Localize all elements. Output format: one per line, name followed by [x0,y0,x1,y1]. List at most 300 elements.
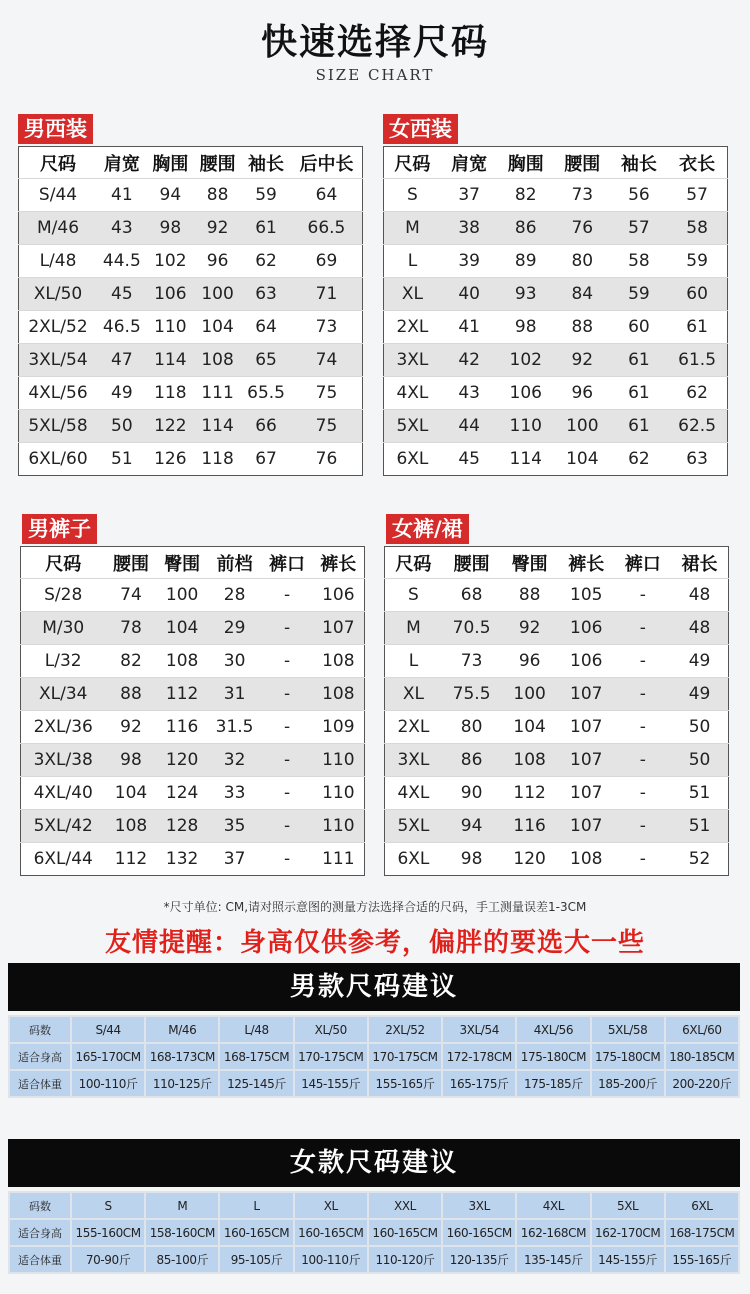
table-cell: 80 [554,245,611,278]
table-cell: 4XL/56 [517,1017,589,1042]
table-cell: M [146,1193,218,1218]
table-cell: 2XL/52 [19,311,98,344]
table-cell: 62 [667,377,727,410]
table-cell: 48 [671,579,728,612]
table-cell: 110 [313,744,365,777]
table-cell: S [72,1193,144,1218]
mens-recommend-table [8,1015,740,1098]
column-header: 裤长 [558,547,615,579]
table-cell: 62.5 [667,410,727,443]
table-cell: 64 [241,311,291,344]
table-cell: S [385,579,442,612]
table-cell: 104 [554,443,611,476]
table-row [384,443,728,476]
table-cell: 175-180CM [517,1044,589,1069]
table-cell: 185-200斤 [592,1071,664,1096]
table-row [384,179,728,212]
table-cell: XL/50 [19,278,98,311]
table-cell: 162-168CM [517,1220,589,1245]
table-cell: 2XL/36 [21,711,106,744]
table-cell: 5XL/42 [21,810,106,843]
table-row [10,1044,738,1069]
row-header: 适合体重 [10,1247,70,1272]
table-cell: 104 [194,311,241,344]
row-header: 适合体重 [10,1071,70,1096]
table-cell: 128 [157,810,208,843]
column-header: 腰围 [194,147,241,179]
table-cell: 3XL [443,1193,515,1218]
table-cell: - [261,843,312,876]
table-cell: - [261,744,312,777]
table-cell: 175-180CM [592,1044,664,1069]
table-cell: 76 [291,443,363,476]
column-header: 尺码 [19,147,98,179]
table-cell: 71 [291,278,363,311]
table-cell: 60 [667,278,727,311]
table-cell: 47 [97,344,147,377]
table-cell: 57 [667,179,727,212]
table-cell: 73 [291,311,363,344]
table-cell: 106 [147,278,194,311]
table-cell: 61.5 [667,344,727,377]
table-cell: 108 [313,678,365,711]
table-row [384,311,728,344]
table-cell: 200-220斤 [666,1071,738,1096]
table-cell: 93 [497,278,554,311]
table-cell: 74 [291,344,363,377]
table-cell: 94 [147,179,194,212]
table-cell: L/32 [21,645,106,678]
table-cell: 52 [671,843,728,876]
table-cell: 162-170CM [592,1220,664,1245]
mens-recommend-title: 男款尺码建议 [8,963,740,1011]
table-cell: - [615,711,672,744]
table-cell: 122 [147,410,194,443]
table-cell: 40 [441,278,498,311]
womens-pants-table [384,546,729,876]
table-row [385,777,729,810]
table-cell: 33 [208,777,262,810]
table-cell: 59 [241,179,291,212]
table-row [19,212,363,245]
table-row [21,843,365,876]
table-cell: - [615,645,672,678]
table-cell: 66 [241,410,291,443]
table-cell: - [261,678,312,711]
table-row [19,410,363,443]
table-cell: S/44 [72,1017,144,1042]
table-cell: 88 [194,179,241,212]
column-header: 腰围 [554,147,611,179]
table-cell: 75 [291,377,363,410]
column-header: 臀围 [157,547,208,579]
table-row [21,579,365,612]
table-cell: 70.5 [442,612,502,645]
table-cell: 100 [194,278,241,311]
table-cell: 58 [611,245,668,278]
table-cell: S/28 [21,579,106,612]
table-cell: 89 [497,245,554,278]
table-cell: 2XL [384,311,441,344]
table-cell: 82 [105,645,156,678]
table-cell: 49 [97,377,147,410]
table-cell: 98 [497,311,554,344]
table-cell: 104 [105,777,156,810]
table-cell: 63 [241,278,291,311]
table-cell: 3XL [385,744,442,777]
table-cell: 88 [501,579,558,612]
table-cell: 100 [554,410,611,443]
column-header: 尺码 [384,147,441,179]
table-cell: 109 [313,711,365,744]
table-row [21,810,365,843]
table-cell: 120 [501,843,558,876]
womens-suit-tag: 女西装 [383,114,458,144]
table-row [384,278,728,311]
table-cell: 92 [554,344,611,377]
table-cell: 4XL [384,377,441,410]
table-cell: 67 [241,443,291,476]
table-cell: 6XL [666,1193,738,1218]
table-cell: 98 [147,212,194,245]
column-header: 后中长 [291,147,363,179]
table-cell: 59 [667,245,727,278]
table-cell: 108 [194,344,241,377]
table-cell: 61 [241,212,291,245]
table-cell: 88 [105,678,156,711]
table-cell: 86 [442,744,502,777]
table-cell: 35 [208,810,262,843]
table-cell: 60 [611,311,668,344]
table-cell: 155-165斤 [666,1247,738,1272]
table-cell: 73 [442,645,502,678]
table-cell: 85-100斤 [146,1247,218,1272]
table-cell: 104 [501,711,558,744]
table-cell: 100-110斤 [295,1247,367,1272]
table-cell: 111 [313,843,365,876]
column-header: 前档 [208,547,262,579]
table-cell: - [615,810,672,843]
table-cell: 94 [442,810,502,843]
table-cell: 118 [147,377,194,410]
column-header: 腰围 [442,547,502,579]
friendly-reminder: 友情提醒：身高仅供参考，偏胖的要选大一些 [104,928,645,958]
table-cell: 49 [671,645,728,678]
table-row [19,245,363,278]
table-cell: 155-165斤 [369,1071,441,1096]
table-cell: 3XL/54 [19,344,98,377]
table-cell: 82 [497,179,554,212]
table-cell: L [220,1193,292,1218]
table-cell: 116 [501,810,558,843]
table-cell: 95-105斤 [220,1247,292,1272]
table-cell: 45 [441,443,498,476]
table-row [19,179,363,212]
table-cell: 168-175CM [666,1220,738,1245]
table-cell: S/44 [19,179,98,212]
table-cell: 78 [105,612,156,645]
table-cell: 29 [208,612,262,645]
table-cell: 6XL [385,843,442,876]
table-cell: 50 [671,744,728,777]
table-row [10,1247,738,1272]
table-cell: 5XL [384,410,441,443]
table-cell: XXL [369,1193,441,1218]
table-cell: 59 [611,278,668,311]
mens-pants-tag: 男裤子 [22,514,97,544]
table-cell: 5XL/58 [19,410,98,443]
table-cell: 45 [97,278,147,311]
table-cell: 74 [105,579,156,612]
table-row [385,612,729,645]
table-row [384,212,728,245]
table-row [19,278,363,311]
table-row [384,344,728,377]
table-cell: 108 [558,843,615,876]
table-cell: 168-175CM [220,1044,292,1069]
table-row [385,678,729,711]
womens-recommend-table [8,1191,740,1274]
table-cell: 2XL/52 [369,1017,441,1042]
table-cell: 63 [667,443,727,476]
table-cell: 165-175斤 [443,1071,515,1096]
table-cell: 112 [105,843,156,876]
table-cell: 2XL [385,711,442,744]
table-cell: S [384,179,441,212]
table-cell: 41 [97,179,147,212]
table-row [19,344,363,377]
column-header: 裤长 [313,547,365,579]
table-cell: 125-145斤 [220,1071,292,1096]
table-row [385,810,729,843]
table-cell: - [261,612,312,645]
table-cell: 65.5 [241,377,291,410]
table-cell: 160-165CM [220,1220,292,1245]
table-cell: 42 [441,344,498,377]
table-cell: 110 [147,311,194,344]
measurement-note: *尺寸单位: CM,请对照示意图的测量方法选择合适的尺码，手工测量误差1-3CM [163,900,587,914]
table-cell: 56 [611,179,668,212]
table-cell: 111 [194,377,241,410]
column-header: 胸围 [147,147,194,179]
table-row [384,377,728,410]
table-cell: 170-175CM [369,1044,441,1069]
table-cell: - [615,612,672,645]
table-cell: - [261,645,312,678]
table-cell: 170-175CM [295,1044,367,1069]
table-cell: 108 [313,645,365,678]
table-cell: 4XL [385,777,442,810]
table-cell: XL [384,278,441,311]
table-cell: 4XL [517,1193,589,1218]
table-cell: 104 [157,612,208,645]
table-cell: 145-155斤 [295,1071,367,1096]
table-cell: 107 [313,612,365,645]
table-cell: 61 [611,410,668,443]
table-cell: 61 [611,377,668,410]
column-header: 腰围 [105,547,156,579]
table-cell: 48 [671,612,728,645]
row-header: 码数 [10,1017,70,1042]
column-header: 裤口 [261,547,312,579]
table-cell: 51 [671,777,728,810]
table-cell: - [615,843,672,876]
table-cell: 50 [671,711,728,744]
table-cell: 126 [147,443,194,476]
table-cell: 3XL/54 [443,1017,515,1042]
table-cell: 6XL [384,443,441,476]
table-header-row [21,547,365,579]
table-cell: 76 [554,212,611,245]
table-cell: 107 [558,678,615,711]
table-cell: 73 [554,179,611,212]
table-cell: 160-165CM [295,1220,367,1245]
table-cell: 98 [105,744,156,777]
table-row [385,843,729,876]
table-cell: XL/50 [295,1017,367,1042]
table-cell: L/48 [19,245,98,278]
table-cell: 80 [442,711,502,744]
table-cell: 62 [241,245,291,278]
table-cell: 6XL/60 [666,1017,738,1042]
table-cell: 88 [554,311,611,344]
table-header-row [384,147,728,179]
table-cell: 160-165CM [369,1220,441,1245]
table-cell: - [615,579,672,612]
table-cell: 116 [157,711,208,744]
table-cell: 100-110斤 [72,1071,144,1096]
table-cell: 37 [208,843,262,876]
table-cell: 50 [97,410,147,443]
table-cell: 92 [105,711,156,744]
table-cell: 90 [442,777,502,810]
column-header: 裤口 [615,547,672,579]
table-cell: 69 [291,245,363,278]
table-cell: 58 [667,212,727,245]
table-cell: 70-90斤 [72,1247,144,1272]
table-cell: 112 [157,678,208,711]
womens-recommend-title: 女款尺码建议 [8,1139,740,1187]
table-row [10,1017,738,1042]
table-cell: 114 [147,344,194,377]
column-header: 尺码 [21,547,106,579]
table-cell: XL [385,678,442,711]
table-cell: - [261,579,312,612]
table-cell: M/30 [21,612,106,645]
table-cell: 158-160CM [146,1220,218,1245]
table-row [21,678,365,711]
table-cell: M/46 [146,1017,218,1042]
table-cell: XL/34 [21,678,106,711]
table-row [21,744,365,777]
table-cell: 168-173CM [146,1044,218,1069]
column-header: 胸围 [497,147,554,179]
table-cell: 30 [208,645,262,678]
table-cell: 57 [611,212,668,245]
table-cell: 98 [442,843,502,876]
table-cell: 155-160CM [72,1220,144,1245]
table-row [385,711,729,744]
table-cell: L/48 [220,1017,292,1042]
table-cell: M [385,612,442,645]
table-cell: 102 [497,344,554,377]
table-cell: 84 [554,278,611,311]
table-cell: - [261,777,312,810]
table-cell: 160-165CM [443,1220,515,1245]
column-header: 裙长 [671,547,728,579]
table-cell: 49 [671,678,728,711]
table-cell: 6XL/60 [19,443,98,476]
table-row [385,579,729,612]
table-header-row [19,147,363,179]
table-cell: 92 [501,612,558,645]
table-cell: 5XL/58 [592,1017,664,1042]
column-header: 臀围 [501,547,558,579]
table-cell: 65 [241,344,291,377]
table-cell: 108 [157,645,208,678]
table-row [10,1193,738,1218]
page-title: 快速选择尺码 [260,22,489,63]
table-cell: 43 [441,377,498,410]
table-cell: 62 [611,443,668,476]
table-cell: 75 [291,410,363,443]
column-header: 袖长 [241,147,291,179]
table-cell: 44 [441,410,498,443]
table-cell: 110 [497,410,554,443]
table-cell: - [261,810,312,843]
table-cell: 175-185斤 [517,1071,589,1096]
table-row [384,410,728,443]
table-cell: 135-145斤 [517,1247,589,1272]
table-cell: 106 [497,377,554,410]
table-row [21,711,365,744]
table-row [21,645,365,678]
table-cell: 39 [441,245,498,278]
table-cell: 106 [313,579,365,612]
table-cell: 38 [441,212,498,245]
table-cell: 28 [208,579,262,612]
table-cell: 108 [501,744,558,777]
table-cell: 51 [671,810,728,843]
table-cell: 180-185CM [666,1044,738,1069]
column-header: 衣长 [667,147,727,179]
table-cell: 110-125斤 [146,1071,218,1096]
table-cell: 114 [497,443,554,476]
row-header: 码数 [10,1193,70,1218]
table-cell: 96 [194,245,241,278]
table-row [21,777,365,810]
table-cell: 100 [157,579,208,612]
table-cell: 107 [558,810,615,843]
table-cell: 102 [147,245,194,278]
mens-suit-table [18,146,363,476]
mens-suit-tag: 男西装 [18,114,93,144]
table-cell: 110-120斤 [369,1247,441,1272]
table-cell: 43 [97,212,147,245]
table-cell: 68 [442,579,502,612]
table-cell: 3XL [384,344,441,377]
table-cell: 120 [157,744,208,777]
table-row [385,645,729,678]
mens-pants-table [20,546,365,876]
table-cell: 37 [441,179,498,212]
table-cell: 108 [105,810,156,843]
table-cell: 107 [558,711,615,744]
table-row [19,311,363,344]
table-cell: 61 [611,344,668,377]
row-header: 适合身高 [10,1220,70,1245]
table-cell: 4XL/56 [19,377,98,410]
